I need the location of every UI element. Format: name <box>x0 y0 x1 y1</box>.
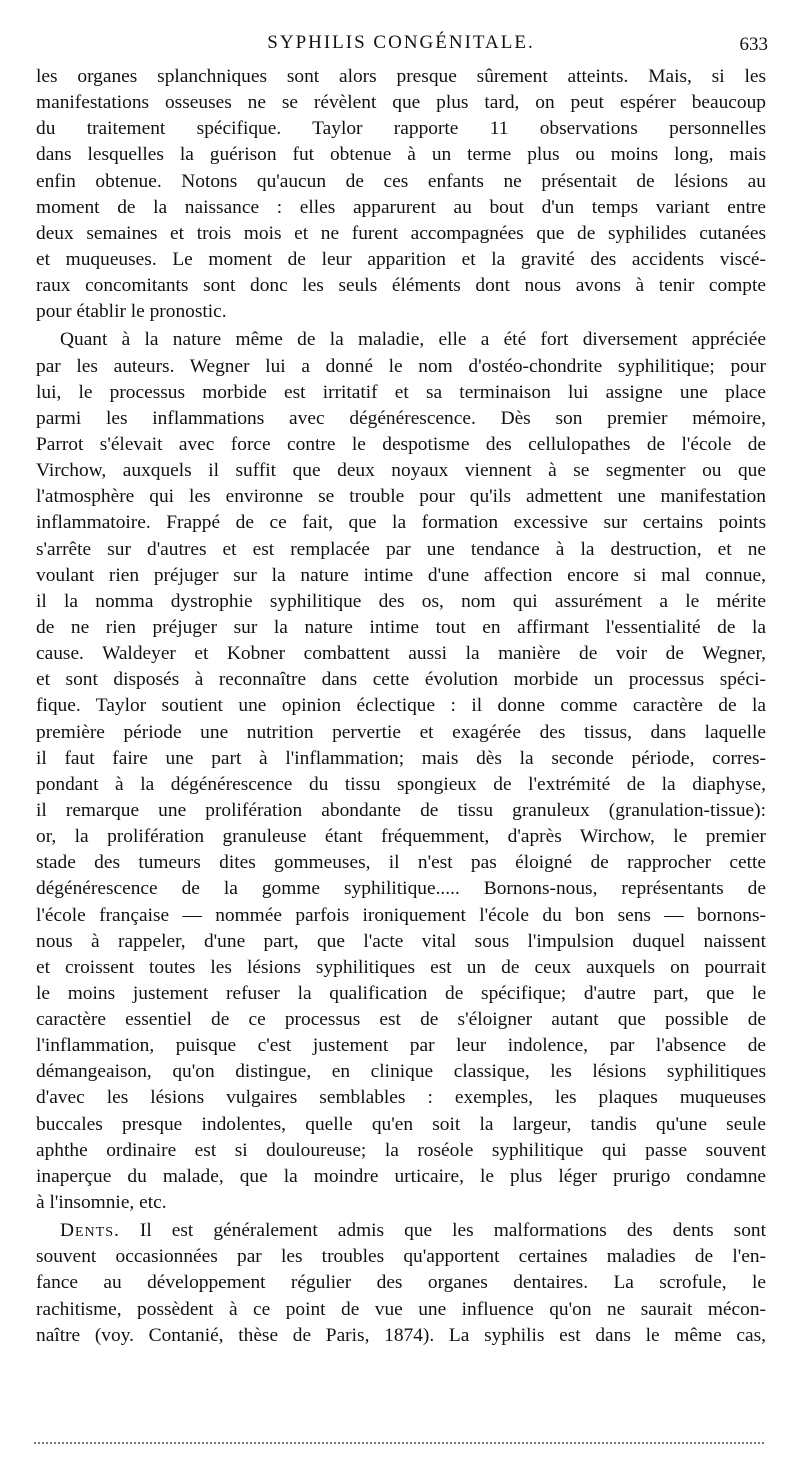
paragraph-line: d'avec les lésions vulgaires semblables : exemples, les plaques muqueuses <box>36 1087 766 1109</box>
paragraph-teeth <box>36 1218 766 1349</box>
paragraph-line: s'arrête sur d'autres et est remplacée par une tendance à la destruction, et ne <box>36 538 766 560</box>
paragraph-line: parmi les inflammations avec dégénérescence. Dès son premier mémoire, <box>36 407 766 429</box>
paragraph-line: il la nomma dystrophie syphilitique des os, nom qui assurément a le mérite <box>36 590 766 612</box>
paragraph-line: l'atmosphère qui les environne se trouble pour qu'ils admettent une manifestation <box>36 486 766 508</box>
paragraph-line: caractère essentiel de ce processus est de s'éloigner autant que possible de <box>36 1009 766 1031</box>
paragraph-line: cause. Waldeyer et Kobner combattent aussi la manière de voir de Wegner, <box>36 643 766 665</box>
paragraph-line: et muqueuses. Le moment de leur apparition et la gravité des accidents viscé- <box>36 248 766 270</box>
body-text <box>36 64 766 1349</box>
paragraph-line: deux semaines et trois mois et ne furent accompagnées que de syphilides cutanées <box>36 222 766 244</box>
paragraph-line: du traitement spécifique. Taylor rapporte 11 observations personnelles <box>36 118 766 140</box>
paragraph-prognosis <box>36 64 766 325</box>
paragraph-line: démangeaison, qu'on distingue, en clinique classique, les lésions syphilitiques <box>36 1061 766 1083</box>
paragraph-line: nous à rappeler, d'une part, que l'acte vital sous l'impulsion duquel naissent <box>36 930 766 952</box>
paragraph-line: et sont disposés à reconnaître dans cette évolution morbide un processus spéci- <box>36 669 766 691</box>
paragraph-line: dégénérescence de la gomme syphilitique..... Bornons-nous, représentants de <box>36 878 766 900</box>
paragraph-line: voulant rien préjuger sur la nature intime d'une affection encore si mal connue, <box>36 564 766 586</box>
paragraph-line: souvent occasionnées par les troubles qu'apportent certaines maladies de l'en- <box>36 1246 766 1268</box>
paragraph-line: pondant à la dégénérescence du tissu spongieux de l'extrémité de la diaphyse, <box>36 773 766 795</box>
paragraph-line: et croissent toutes les lésions syphilitiques est un de ceux auxquels on pourrait <box>36 956 766 978</box>
paragraph-line <box>36 1218 766 1244</box>
paragraph-line: l'inflammation, puisque c'est justement par leur indolence, par l'absence de <box>36 1035 766 1057</box>
paragraph-line: à l'insomnie, etc. <box>36 1192 167 1214</box>
paragraph-line: Parrot s'élevait avec force contre le despotisme des cellulopathes de l'école de <box>36 433 766 455</box>
paragraph-line: buccales presque indolentes, quelle qu'en soit la largeur, tandis qu'une seule <box>36 1113 766 1135</box>
paragraph-line: or, la prolifération granuleuse étant fréquemment, d'après Wirchow, le premier <box>36 826 766 848</box>
paragraph-line: inaperçue du malade, que la moindre urticaire, le plus léger prurigo condamne <box>36 1165 766 1187</box>
paragraph-line: fance au développement régulier des organes dentaires. La scrofule, le <box>36 1272 766 1294</box>
paragraph-line: fique. Taylor soutient une opinion éclectique : il donne comme caractère de la <box>36 695 766 717</box>
paragraph-line: le moins justement refuser la qualification de spécifique; d'autre part, que le <box>36 982 766 1004</box>
paragraph-line: raux concomitants sont donc les seuls éléments dont nous avons à tenir compte <box>36 275 766 297</box>
paragraph-line: enfin obtenue. Notons qu'aucun de ces enfants ne présentait de lésions au <box>36 170 766 192</box>
footer-dotted-rule <box>34 1442 764 1444</box>
paragraph-line: les organes splanchniques sont alors presque sûrement atteints. Mais, si les <box>36 66 766 87</box>
paragraph-line: l'école française — nommée parfois ironiquement l'école du bon sens — bornons- <box>36 904 766 926</box>
paragraph-line: aphthe ordinaire est si douloureuse; la roséole syphilitique qui passe souvent <box>36 1139 766 1161</box>
paragraph-line: pour établir le pronostic. <box>36 301 227 323</box>
section-heading-teeth: Dents. <box>60 1220 120 1242</box>
paragraph-nature-of-disease <box>36 327 766 1216</box>
paragraph-line: rachitisme, possèdent à ce point de vue une influence qu'on ne saurait mécon- <box>36 1298 766 1320</box>
page-number: 633 <box>739 34 768 55</box>
paragraph-line: moment de la naissance : elles apparurent au bout d'un temps variant entre <box>36 196 766 218</box>
first-line-text: Il est généralement admis que les malformations des dents sont <box>139 1220 766 1242</box>
paragraph-line: de ne rien préjuger sur la nature intime tout en affirmant l'essentialité de la <box>36 616 766 638</box>
paragraph-line: Quant à la nature même de la maladie, elle a été fort diversement appréciée <box>60 329 766 351</box>
paragraph-line: naître (voy. Contanié, thèse de Paris, 1874). La syphilis est dans le même cas, <box>36 1324 766 1346</box>
paragraph-line: il faut faire une part à l'inflammation; mais dès la seconde période, corres- <box>36 747 766 769</box>
paragraph-line: première période une nutrition pervertie et exagérée des tissus, dans laquelle <box>36 721 766 743</box>
running-head <box>34 32 768 58</box>
paragraph-line: Virchow, auxquels il suffit que deux noyaux viennent à se segmenter ou que <box>36 460 766 482</box>
running-title: SYPHILIS CONGÉNITALE. <box>267 32 535 53</box>
paragraph-line: inflammatoire. Frappé de ce fait, que la formation excessive sur certains points <box>36 512 766 534</box>
paragraph-line: par les auteurs. Wegner lui a donné le nom d'ostéo-chondrite syphilitique; pour <box>36 355 766 377</box>
paragraph-line: lui, le processus morbide est irritatif et sa terminaison lui assigne une place <box>36 381 766 403</box>
paragraph-line: stade des tumeurs dites gommeuses, il n'est pas éloigné de rapprocher cette <box>36 852 766 874</box>
paragraph-line: dans lesquelles la guérison fut obtenue à un terme plus ou moins long, mais <box>36 144 766 166</box>
paragraph-line: il remarque une prolifération abondante de tissu granuleux (granulation-tissue): <box>36 799 766 821</box>
paragraph-line: manifestations osseuses ne se révèlent que plus tard, on peut espérer beaucoup <box>36 92 766 114</box>
